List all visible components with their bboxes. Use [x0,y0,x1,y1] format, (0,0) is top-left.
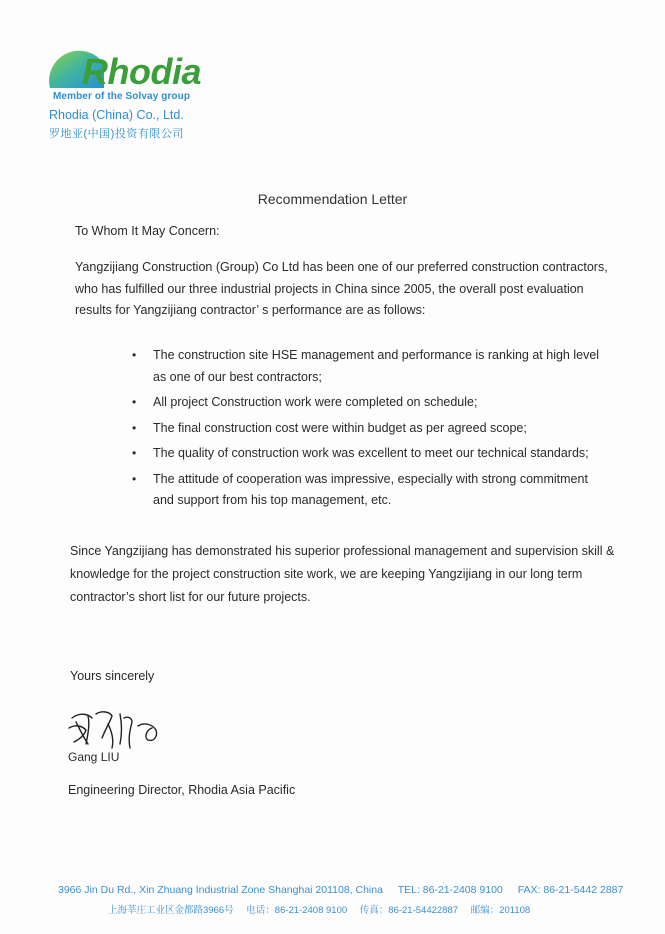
list-item-text: The construction site HSE management and performance is ranking at high level as one of our best contractors; [153,348,600,384]
paragraph-intro: Yangzijiang Construction (Group) Co Ltd has been one of our preferred construction contractors, who has fulfilled our three industrial projects in China since 2005, the overall post evaluation results for Yangzijiang contractor’ s performance are as follows: [75,260,608,317]
list-item [130,392,610,414]
list-item-text: The quality of construction work was excellent to meet our technical standards; [153,446,589,460]
list-item [130,469,610,512]
company-name-en: Rhodia (China) Co., Ltd. [49,108,184,122]
signer-name: Gang LIU [68,750,120,764]
list-item-text: The attitude of cooperation was impressive, especially with strong commitment and support from his top management, etc. [153,471,588,507]
handwritten-signature [66,704,176,752]
footer-address-en: 3966 Jin Du Rd., Xin Zhuang Industrial Zone Shanghai 201108, China [58,884,383,896]
bullet-icon: • [132,446,137,460]
bullet-icon: • [132,395,137,409]
evaluation-list [130,345,610,516]
footer-chinese [108,902,540,916]
bullet-icon: • [132,348,137,362]
letter-title: Recommendation Letter [257,191,408,207]
company-name-cn: 罗地亚(中国)投资有限公司 [49,128,184,140]
greeting: To Whom It May Concern: [75,224,220,238]
footer-tel-en: TEL: 86-21-2408 9100 [397,884,503,896]
signer-role: Engineering Director, Rhodia Asia Pacific [68,783,296,797]
footer-tel-cn: 电话：86-21-2408 9100 [246,905,348,916]
logo-tagline: Member of the Solvay group [53,91,191,102]
footer-english [58,884,635,896]
list-item-text: All project Construction work were completed on schedule; [153,395,478,409]
closing: Yours sincerely [70,669,155,683]
logo-wordmark: Rhodia [82,51,201,92]
bullet-icon: • [132,471,137,486]
list-item-text: The final construction cost were within budget as per agreed scope; [153,420,527,435]
list-item [130,418,610,440]
footer-fax-cn: 传真：86-21-54422887 [359,905,459,916]
footer-post-cn: 邮编：201108 [470,905,531,916]
list-item [130,345,610,388]
footer-fax-en: FAX: 86-21-5442 2887 [517,884,624,896]
list-item [130,443,610,465]
paragraph-conclusion: Since Yangzijiang has demonstrated his superior professional management and supervision skill & knowledge for the project construction site work, we are keeping Yangzijiang in our long term contractor’s short list for our future projects. [70,544,615,604]
footer-address-cn: 上海莘庄工业区金都路3966号 [108,905,234,916]
bullet-icon: • [132,420,137,435]
